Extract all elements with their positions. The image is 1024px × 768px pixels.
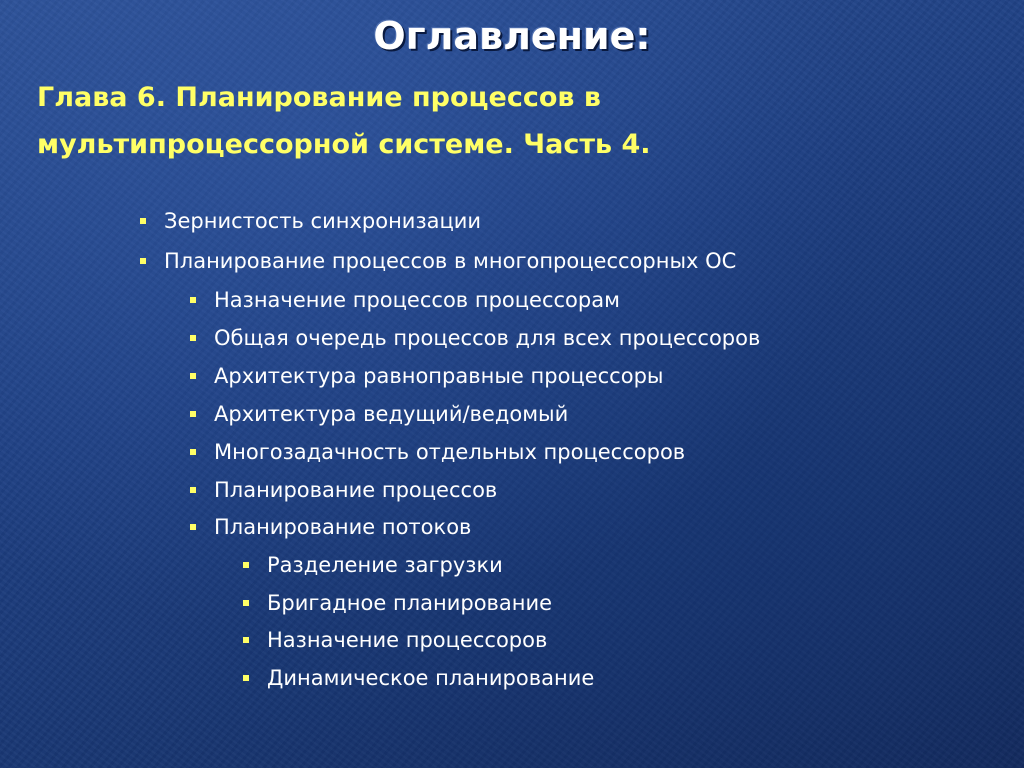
chapter-heading-line-2: мультипроцессорной системе. Часть 4.: [37, 129, 651, 160]
list-item: [214, 433, 685, 471]
list-item: [214, 281, 620, 319]
square-bullet-icon: [243, 562, 249, 568]
list-item-text: Зернистость синхронизации: [164, 209, 482, 233]
list-item: [214, 319, 760, 357]
list-item-text: Многозадачность отдельных процессоров: [214, 440, 686, 464]
square-bullet-icon: [190, 373, 196, 379]
list-item-text: Архитектура ведущий/ведомый: [214, 402, 569, 426]
list-item-text: Назначение процессоров: [267, 628, 548, 652]
square-bullet-icon: [190, 487, 196, 493]
list-item: [214, 395, 568, 433]
list-item: [267, 546, 503, 584]
square-bullet-icon: [190, 524, 196, 530]
square-bullet-icon: [190, 297, 196, 303]
list-item-text: Общая очередь процессов для всех процессоров: [214, 326, 761, 350]
list-item: [164, 202, 481, 240]
square-bullet-icon: [190, 449, 196, 455]
chapter-heading: [37, 74, 837, 168]
list-item: [214, 508, 471, 546]
list-item-text: Разделение загрузки: [267, 553, 503, 577]
list-item-text: Планирование потоков: [214, 515, 472, 539]
square-bullet-icon: [243, 675, 249, 681]
list-item-text: Планирование процессов: [214, 478, 498, 502]
chapter-heading-line-1: Глава 6. Планирование процессов в: [37, 82, 601, 113]
list-item: [214, 471, 497, 509]
square-bullet-icon: [243, 637, 249, 643]
list-item-text: Архитектура равноправные процессоры: [214, 364, 664, 388]
square-bullet-icon: [190, 411, 196, 417]
list-item-text: Планирование процессов в многопроцессорных ОС: [164, 249, 737, 273]
list-item-text: Бригадное планирование: [267, 591, 553, 615]
square-bullet-icon: [190, 335, 196, 341]
square-bullet-icon: [140, 258, 146, 264]
list-item: [164, 242, 736, 280]
list-item: [267, 584, 552, 622]
list-item: [214, 357, 663, 395]
list-item-text: Назначение процессов процессорам: [214, 288, 620, 312]
list-item: [267, 621, 547, 659]
square-bullet-icon: [243, 600, 249, 606]
square-bullet-icon: [140, 218, 146, 224]
slide-title: Оглавление:: [373, 14, 651, 58]
list-item: [267, 659, 594, 697]
list-item-text: Динамическое планирование: [267, 666, 595, 690]
